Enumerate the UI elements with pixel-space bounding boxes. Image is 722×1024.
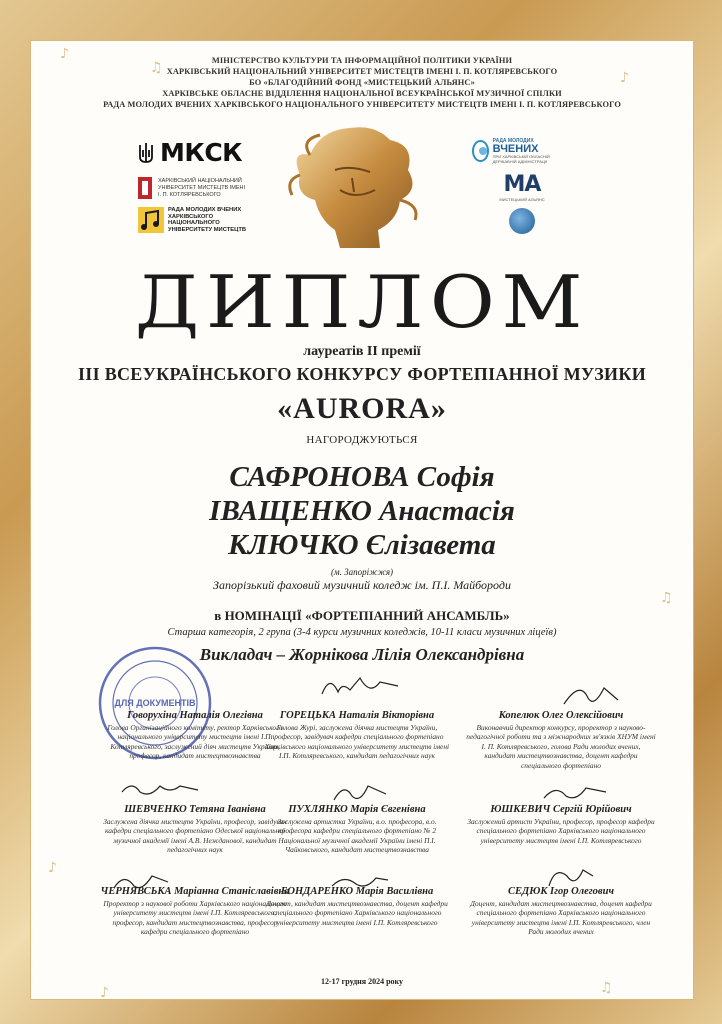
left-logos	[138, 138, 278, 233]
laureate-name-2: ІВАЩЕНКО Анастасія	[209, 495, 515, 527]
mksk-logo	[138, 138, 278, 167]
rmv-logo-top: РАДА МОЛОДИХ	[492, 138, 534, 144]
signatory-9	[466, 886, 656, 937]
music-union-emblem-icon	[509, 208, 535, 234]
header-line-5: РАДА МОЛОДИХ ВЧЕНИХ ХАРКІВСЬКОГО НАЦІОНАЛЬНОГО УНІВЕРСИТЕТУ МИСТЕЦТВ ІМЕНІ І. П. КОТЛЯРЕВСЬКОГО	[103, 100, 621, 109]
signatory-desc: Голова Організаційного комітету, ректор Харківського національного університету мистецтв імені І.П. Котляревського, заслужений діяч мистецтв України, професор, кандидат мистецтвознавства	[107, 723, 283, 761]
laureate-name-3: КЛЮЧКО Єлізавета	[228, 529, 496, 561]
signature-kopeliuk	[560, 680, 620, 710]
ma-logo-sub: МИСТЕЦЬКИЙ АЛЬЯНС	[499, 197, 545, 202]
khnum-logo	[138, 177, 278, 199]
music-note-icon: ♫	[660, 590, 673, 606]
signatory-name: Копелюк Олег Олексійович	[498, 710, 624, 721]
signatory-6	[466, 804, 656, 845]
teacher: Викладач – Жорнікова Лілія Олександрівна	[199, 645, 525, 664]
signatory-name: ПУХЛЯНКО Марія Євгенівна	[288, 804, 426, 815]
category: Старша категорія, 2 група (3-4 курси музичних коледжів, 10-11 класи музичних ліцеїв)	[167, 627, 557, 638]
diploma-title: ДИПЛОМ	[134, 260, 590, 344]
music-note-icon: ♪	[100, 985, 109, 1001]
signatory-name: ЧЕРНЯВСЬКА Маріанна Станіславівна	[100, 886, 290, 897]
rmv-logo	[472, 138, 572, 164]
college: Запорізький фаховий музичний коледж ім. П.І. Майбороди	[213, 578, 511, 592]
signatory-name: БОНДАРЕНКО Марія Василівна	[280, 886, 434, 897]
laureate-degree: лауреатів ІІ премії	[303, 344, 421, 359]
trident-icon	[138, 142, 154, 164]
music-note-icon: ♪	[60, 46, 69, 62]
signatory-name: ШЕВЧЕНКО Тетяна Іванівна	[124, 804, 266, 815]
awarded-label: НАГОРОДЖУЮТЬСЯ	[306, 434, 418, 446]
rada-left-text: РАДА МОЛОДИХ ВЧЕНИХ ХАРКІВСЬКОГО НАЦІОНАЛЬНОГО УНІВЕРСИТЕТУ МИСТЕЦТВ	[168, 207, 247, 233]
rada-left-logo	[138, 207, 278, 233]
nomination: в НОМІНАЦІЇ «ФОРТЕПІАННИЙ АНСАМБЛЬ»	[214, 608, 510, 623]
contest-title: ІІІ ВСЕУКРАЇНСЬКОГО КОНКУРСУ ФОРТЕПІАННОЇ МУЗИКИ	[77, 364, 647, 384]
laureate-name-1: САФРОНОВА Софія	[229, 461, 495, 493]
signatory-desc: Проректор з наукової роботи Харківського національного університету мистецтв імені І.П. Котляревського, професор, кандидат мистецтвознавства, професор кафедри спеціального фортепіано	[103, 899, 287, 937]
signatory-name: ГОРЕЦЬКА Наталія Вікторівна	[279, 710, 435, 721]
signatory-desc: Виконавчий директор конкурсу, проректор з науково-педагогічної роботи та з міжнародних зв'язків ХНУМ імені І. П. Котляревського, голова Ради молодих вчених, кандидат мистецтвознавства, доцент кафедри спеціального фортепіано	[466, 723, 656, 770]
signatory-5	[262, 804, 452, 855]
ma-logo: МА	[503, 172, 541, 197]
music-notes-icon	[138, 207, 164, 233]
signature-pukhlianko	[330, 780, 390, 806]
signatory-name: Говорухіна Наталія Олегівна	[127, 710, 263, 721]
event-date: 12-17 грудня 2024 року	[320, 977, 404, 986]
signatory-2	[262, 710, 452, 761]
signature-yushkevych	[540, 780, 610, 806]
beethoven-bust-image	[280, 120, 435, 250]
mksk-logo-text: МКСК	[160, 138, 243, 167]
signatory-8	[262, 886, 452, 927]
signatory-desc: Доцент, кандидат мистецтвознавства, доцент кафедри спеціального фортепіано Харківського національного університету мистецтв імені І.П. Котляревського, член Ради молодих вчених	[470, 899, 652, 937]
khnum-logo-text: ХАРКІВСЬКИЙ НАЦІОНАЛЬНИЙ УНІВЕРСИТЕТ МИСТЕЦТВ ІМЕНІ І. П. КОТЛЯРЕВСЬКОГО	[158, 177, 246, 198]
music-note-icon: ♪	[620, 70, 629, 86]
signature-gorecka	[320, 672, 400, 702]
header-line-4: ХАРКІВСЬКЕ ОБЛАСНЕ ВІДДІЛЕННЯ НАЦІОНАЛЬНОЇ ВСЕУКРАЇНСЬКОЇ МУЗИЧНОЇ СПІЛКИ	[162, 89, 562, 98]
signatory-desc: Заслужена артистка України, в.о. професора, в.о. професора кафедри спеціального фортепіано № 2 Національної музичної академії України імені П.І. Чайковського, кандидат мистецтвознавства	[277, 817, 437, 855]
header-line-2: ХАРКІВСЬКИЙ НАЦІОНАЛЬНИЙ УНІВЕРСИТЕТ МИСТЕЦТВ ІМЕНІ І. П. КОТЛЯРЕВСЬКОГО	[166, 67, 558, 76]
signatory-desc: Заслужений артист України, професор, професор кафедри спеціального фортепіано Харківського національного університету мистецтв імені І.П. Котляревського	[467, 817, 655, 845]
music-note-icon: ♪	[48, 860, 57, 876]
khnum-mark-icon	[138, 177, 152, 199]
header-line-3: БО «БЛАГОДІЙНИЙ ФОНД «МИСТЕЦЬКИЙ АЛЬЯНС»	[249, 78, 475, 87]
signature-shevchenko	[120, 778, 200, 800]
rmv-logo-sub: ПРИ ХАРКІВСЬКІЙ ОБЛАСНІЙ ДЕРЖАВНІЙ АДМІНІСТРАЦІЇ	[492, 154, 550, 164]
signatory-desc: Голова Журі, заслужена діячка мистецтв України, професор, завідувач кафедри спеціального фортепіано Харківського національного університету мистецтв імені І.П. Котляревського, кандидат педагогічних наук	[264, 723, 450, 761]
music-note-icon: ♫	[150, 60, 163, 76]
music-note-icon: ♫	[600, 980, 613, 996]
contest-name: «AURORA»	[277, 392, 447, 425]
city: (м. Запоріжжя)	[330, 567, 394, 577]
rmv-globe-icon	[472, 140, 489, 162]
signatory-3	[466, 710, 656, 770]
right-logos	[472, 138, 572, 234]
signatory-desc: Заслужена діячка мистецтв України, професор, завідувач кафедри спеціального фортепіано Одеської національної музичної академії імені А.В. Нежданової, кандидат педагогічних наук	[103, 817, 287, 855]
signatory-name: СЕДЮК Ігор Олегович	[508, 886, 614, 897]
stamp-text: ДЛЯ ДОКУМЕНТІВ	[114, 698, 196, 708]
signatory-name: ЮШКЕВИЧ Сергій Юрійович	[490, 804, 632, 815]
signatory-desc: Доцент, кандидат мистецтвознавства, доцент кафедри спеціального фортепіано Харківського національного університету мистецтв імені І.П. Котляревського	[266, 899, 448, 927]
header-line-1: МІНІСТЕРСТВО КУЛЬТУРИ ТА ІНФОРМАЦІЙНОЇ ПОЛІТИКИ УКРАЇНИ	[211, 56, 513, 65]
rmv-logo-main: ВЧЕНИХ	[492, 143, 539, 155]
